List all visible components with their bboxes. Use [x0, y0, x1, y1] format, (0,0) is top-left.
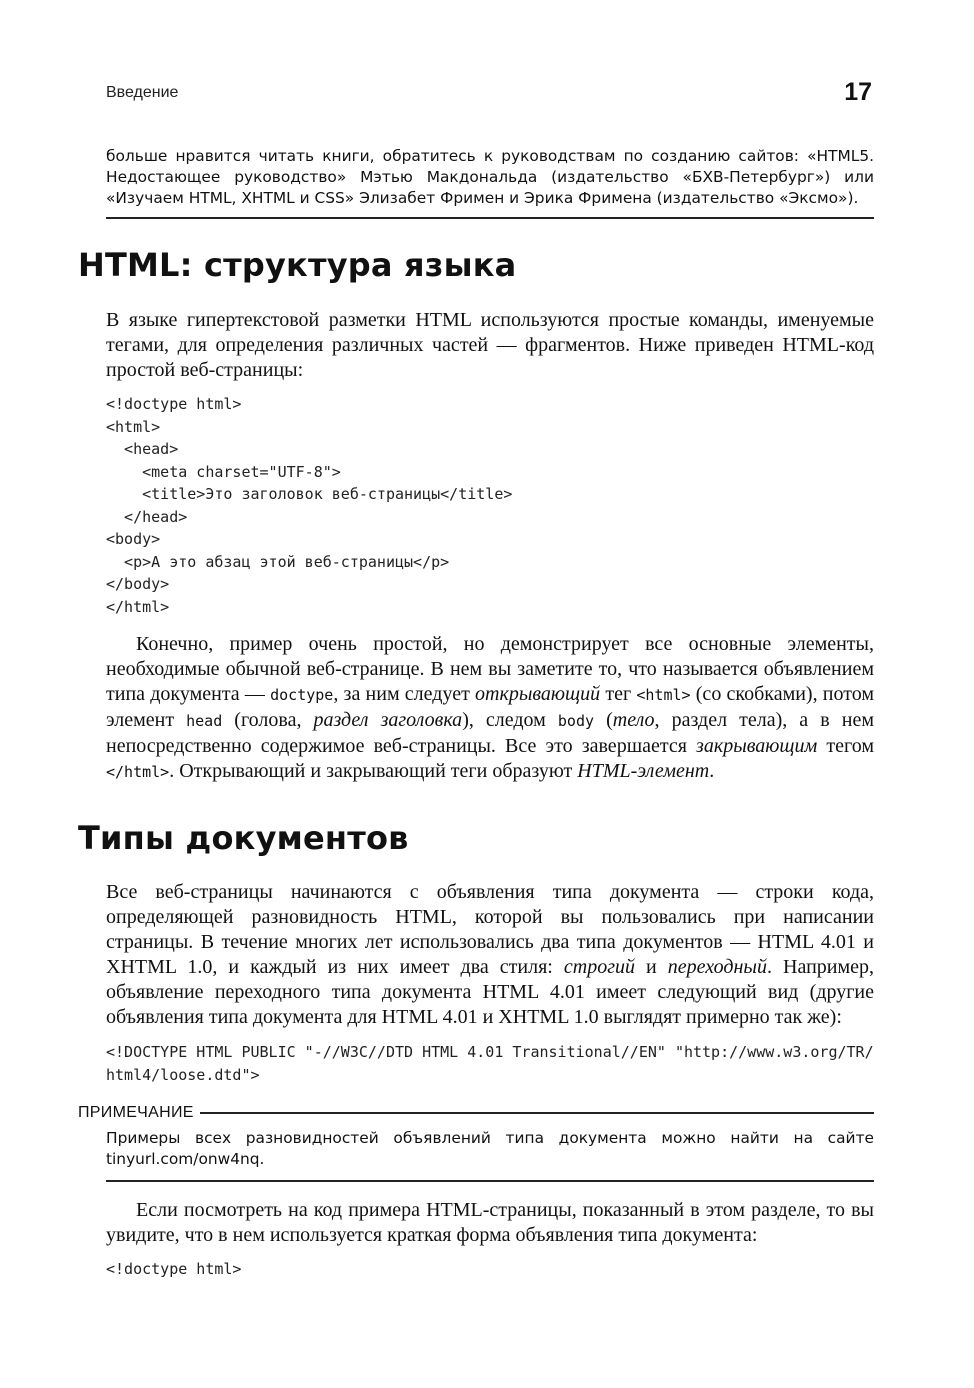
- code-doctype: doctype: [270, 686, 334, 704]
- note-label: ПРИМЕЧАНИЕ: [78, 1104, 194, 1121]
- code-html-close: </html>: [106, 763, 170, 781]
- note-rule: [200, 1112, 874, 1114]
- code-doctype-transitional: <!DOCTYPE HTML PUBLIC "-//W3C//DTD HTML 4.01 Transitional//EN" "http://www.w3.org/TR/html4/loose.dtd">: [106, 1043, 874, 1084]
- page-number: 17: [844, 78, 872, 106]
- paragraph-doc-types: Все веб-страницы начинаются с объявления типа документа — строки кода, определяющей разновидность HTML, которой вы пользовались при написании страницы. В течение многих лет использовались два типа документов — HTML 4.01 и XHTML 1.0, и каждый из них имеет два стиля: строгий и переходный. Например, объявление переходного типа документа HTML 4.01 имеет следующий вид (другие объявления типа документа для HTML 4.01 и XHTML 1.0 выглядят примерно так же):: [106, 881, 875, 1028]
- paragraph-short-doctype: Если посмотреть на код примера HTML-страницы, показанный в этом разделе, то вы увидите, что в нем используется краткая форма объявления типа документа:: [106, 1199, 874, 1246]
- note-text: Примеры всех разновидностей объявлений типа документа можно найти на сайте tinyurl.com/onw4nq.: [106, 1128, 874, 1182]
- note-header: [78, 1102, 874, 1124]
- code-listing-html-page: <!doctype html> <html> <head> <meta charset="UTF-8"> <title>Это заголовок веб-страницы</title> </head> <body> <p>А это абзац этой веб-страницы</p> </body> </html>: [106, 395, 513, 616]
- section-heading-html-structure: HTML: структура языка: [78, 246, 517, 284]
- intro-note: больше нравится читать книги, обратитесь к руководствам по созданию сайтов: «HTML5. Недостающее руководство» Мэтью Макдональда (издательство «БХВ-Петербург») или «Изучаем HTML, XHTML и CSS» Элизабет Фримен и Эрика Фримена (издательство «Эксмо»).: [106, 146, 874, 219]
- section-heading-doc-types: Типы документов: [78, 819, 409, 857]
- code-head: head: [186, 712, 223, 730]
- paragraph-explanation: Конечно, пример очень простой, но демонстрирует все основные элементы, необходимые обычной веб-странице. В нем вы заметите то, что называется объявлением типа документа — doctype, за ним следует открывающий тег <html> (со скобками), потом элемент head (голова, раздел заголовка), следом body (тело, раздел тела), а в нем непосредственно содержимое веб-страницы. Все это завершается закрывающим тегом </html>. Открывающий и закрывающий теги образуют HTML-элемент.: [106, 633, 874, 782]
- running-head: Введение: [106, 84, 179, 101]
- code-body: body: [557, 712, 595, 730]
- code-short-doctype: <!doctype html>: [106, 1260, 242, 1278]
- code-html-open: <html>: [636, 686, 691, 704]
- paragraph-intro: В языке гипертекстовой разметки HTML используются простые команды, именуемые тегами, для определения различных частей — фрагментов. Ниже приведен HTML-код простой веб-страницы:: [106, 309, 874, 381]
